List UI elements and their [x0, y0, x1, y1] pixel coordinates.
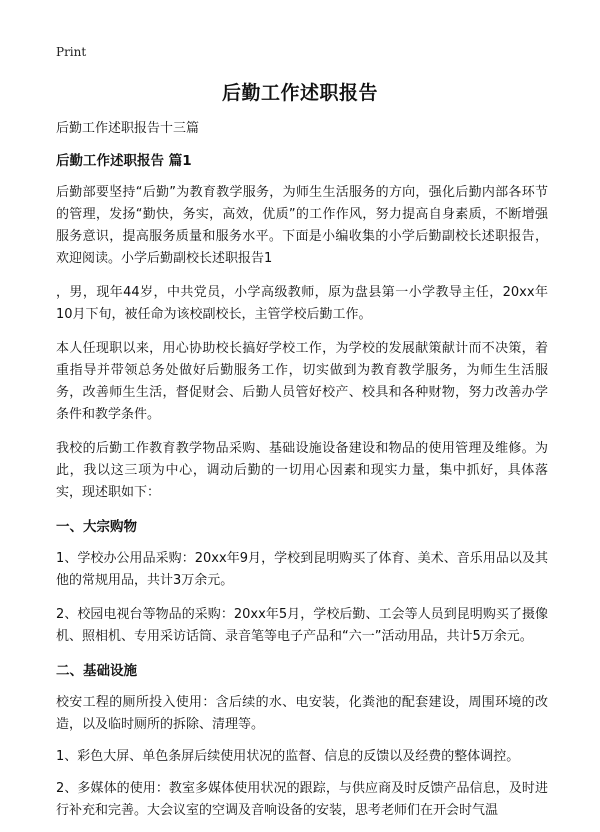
intro-paragraph: 后勤部要坚持“后勤”为教育教学服务，为师生生活服务的方向，强化后勤内部各环节的管理，发扬“勤快，务实，高效，优质”的工作作风，努力提高自身素质，不断增强服务意识，提高服务质量和服务水平。下面是小编收集的小学后勤副校长述职报告，欢迎阅读。小学后勤副校长述职报告1 [56, 185, 548, 266]
purchasing-item: 1、学校办公用品采购：20xx年9月，学校到昆明购买了体育、美术、音乐用品以及其他的常规用品，共计3万余元。 [56, 551, 548, 588]
duties-paragraph: 本人任现职以来，用心协助校长搞好学校工作，为学校的发展献策献计而不决策，着重指导并带领总务处做好后勤服务工作，切实做到为教育教学服务，为师生生活服务，改善师生生活，督促财会、后勤人员管好校产、校具和各种财物，努力改善办学条件和教学条件。 [56, 341, 548, 422]
profile-paragraph: ，男，现年44岁，中共党员，小学高级教师，原为盘县第一小学教导主任，20xx年10月下旬，被任命为该校副校长，主管学校后勤工作。 [56, 285, 548, 322]
document-body [56, 118, 548, 832]
infrastructure-item: 1、彩色大屏、单色条屏后续使用状况的监督、信息的反馈以及经费的整体调控。 [56, 749, 520, 764]
section-heading-purchasing: 一、大宗购物 [56, 519, 137, 535]
infrastructure-item: 2、多媒体的使用：教室多媒体使用状况的跟踪，与供应商及时反馈产品信息，及时进行补充和完善。大会议室的空调及音响设备的安装，思考老师们在开会时气温 [56, 781, 548, 818]
document-title: 后勤工作述职报告 [221, 82, 378, 104]
document-subtitle: 后勤工作述职报告十三篇 [56, 121, 200, 136]
overview-paragraph: 我校的后勤工作教育教学物品采购、基础设施设备建设和物品的使用管理及维修。为此，我以这三项为中心，调动后勤的一切用心因素和现实力量，集中抓好，具体落实，现述职如下： [56, 441, 548, 500]
section-heading-infrastructure: 二、基础设施 [56, 663, 137, 679]
print-label: Print [56, 45, 87, 59]
article-heading: 后勤工作述职报告 篇1 [56, 153, 192, 169]
purchasing-item: 2、校园电视台等物品的采购：20xx年5月，学校后勤、工会等人员到昆明购买了摄像机、照相机、专用采访话筒、录音笔等电子产品和“六一”活动用品，共计5万余元。 [56, 607, 548, 644]
infrastructure-item: 校安工程的厕所投入使用：含后续的水、电安装，化粪池的配套建设，周围环境的改造，以及临时厕所的拆除、清理等。 [56, 695, 548, 732]
